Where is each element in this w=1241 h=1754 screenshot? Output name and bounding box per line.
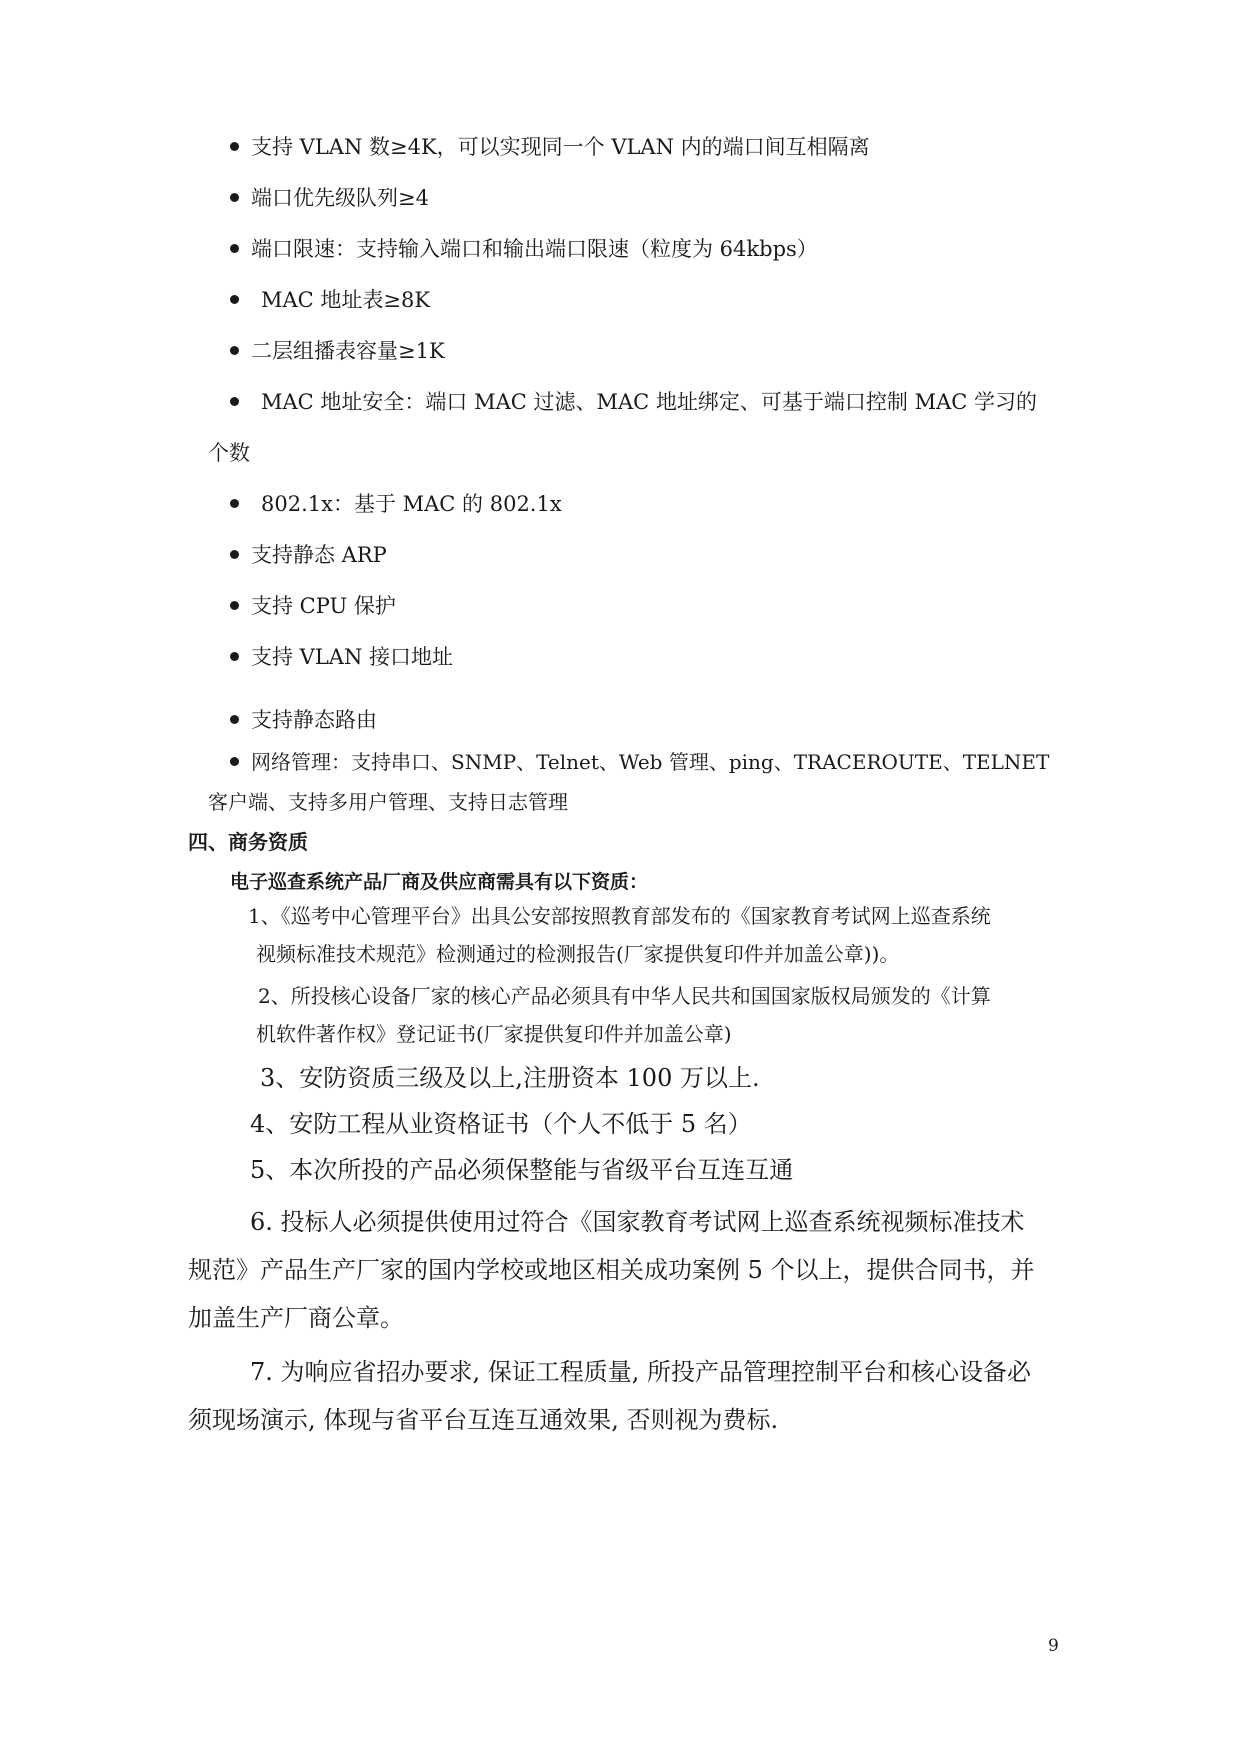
bullet-dot-icon — [230, 601, 239, 610]
bullet-text: 支持静态路由 — [251, 708, 377, 732]
requirement-item-1-continued: 视频标准技术规范》检测通过的检测报告(厂家提供复印件并加盖公章))。 — [256, 942, 900, 966]
bullet-item — [230, 706, 377, 734]
bullet-item — [230, 337, 445, 365]
requirement-item-2: 2、所投核心设备厂家的核心产品必须具有中华人民共和国国家版权局颁发的《计算 — [258, 984, 991, 1008]
bullet-text: 端口优先级队列≥4 — [251, 186, 429, 210]
bullet-dot-icon — [230, 397, 239, 406]
requirement-item-7: 7. 为响应省招办要求, 保证工程质量, 所投产品管理控制平台和核心设备必 — [250, 1358, 1032, 1386]
bullet-dot-icon — [230, 550, 239, 559]
bullet-dot-icon — [230, 142, 239, 151]
bullet-item — [230, 286, 430, 314]
requirement-item-5: 5、本次所投的产品必须保整能与省级平台互连互通 — [250, 1156, 794, 1184]
bullet-text: 支持 VLAN 数≥4K，可以实现同一个 VLAN 内的端口间互相隔离 — [251, 135, 870, 159]
requirement-item-3: 3、安防资质三级及以上,注册资本 100 万以上. — [260, 1064, 760, 1092]
requirement-item-6-continued: 规范》产品生产厂家的国内学校或地区相关成功案例 5 个以上，提供合同书，并 — [188, 1256, 1035, 1284]
bullet-dot-icon — [230, 499, 239, 508]
page-number: 9 — [1048, 1636, 1059, 1656]
bullet-text: MAC 地址表≥8K — [261, 288, 431, 312]
bullet-item — [230, 235, 818, 263]
section-heading: 四、商务资质 — [188, 830, 308, 854]
bullet-text: MAC 地址安全：端口 MAC 过滤、MAC 地址绑定、可基于端口控制 MAC 学习的 — [261, 390, 1037, 414]
requirement-item-7-continued: 须现场演示, 体现与省平台互连互通效果, 否则视为费标. — [188, 1406, 779, 1434]
bullet-text: 支持 VLAN 接口地址 — [251, 645, 454, 669]
bullet-dot-icon — [230, 652, 239, 661]
bullet-item — [230, 748, 1049, 776]
bullet-item — [230, 592, 396, 620]
bullet-dot-icon — [230, 757, 239, 766]
bullet-text: 端口限速：支持输入端口和输出端口限速（粒度为 64kbps） — [251, 237, 818, 261]
requirement-item-6: 6. 投标人必须提供使用过符合《国家教育考试网上巡查系统视频标准技术 — [250, 1208, 1025, 1236]
bullet-item — [230, 541, 387, 569]
requirement-item-4: 4、安防工程从业资格证书（个人不低于 5 名） — [250, 1110, 752, 1138]
bullet-item — [230, 643, 453, 671]
bullet-dot-icon — [230, 244, 239, 253]
requirement-item-1: 1、《巡考中心管理平台》出具公安部按照教育部发布的《国家教育考试网上巡查系统 — [248, 904, 991, 928]
bullet-text: 802.1x：基于 MAC 的 802.1x — [261, 492, 562, 516]
requirement-item-2-continued: 机软件著作权》登记证书(厂家提供复印件并加盖公章) — [256, 1022, 732, 1046]
bullet-dot-icon — [230, 193, 239, 202]
bullet-dot-icon — [230, 715, 239, 724]
bullet-continuation: 客户端、支持多用户管理、支持日志管理 — [208, 790, 568, 814]
bullet-text: 二层组播表容量≥1K — [251, 339, 445, 363]
bullet-dot-icon — [230, 346, 239, 355]
bullet-text: 支持 CPU 保护 — [251, 594, 396, 618]
requirement-item-6-continued: 加盖生产厂商公章。 — [188, 1304, 404, 1332]
bullet-item — [230, 388, 1037, 416]
bullet-item — [230, 133, 870, 161]
bullet-dot-icon — [230, 295, 239, 304]
section-subheading: 电子巡查系统产品厂商及供应商需具有以下资质： — [230, 871, 649, 893]
bullet-item — [230, 490, 562, 518]
bullet-item — [230, 184, 429, 212]
bullet-text: 支持静态 ARP — [251, 543, 387, 567]
bullet-continuation: 个数 — [208, 441, 250, 465]
bullet-text: 网络管理：支持串口、SNMP、Telnet、Web 管理、ping、TRACEROUTE、TELNET — [251, 750, 1050, 774]
